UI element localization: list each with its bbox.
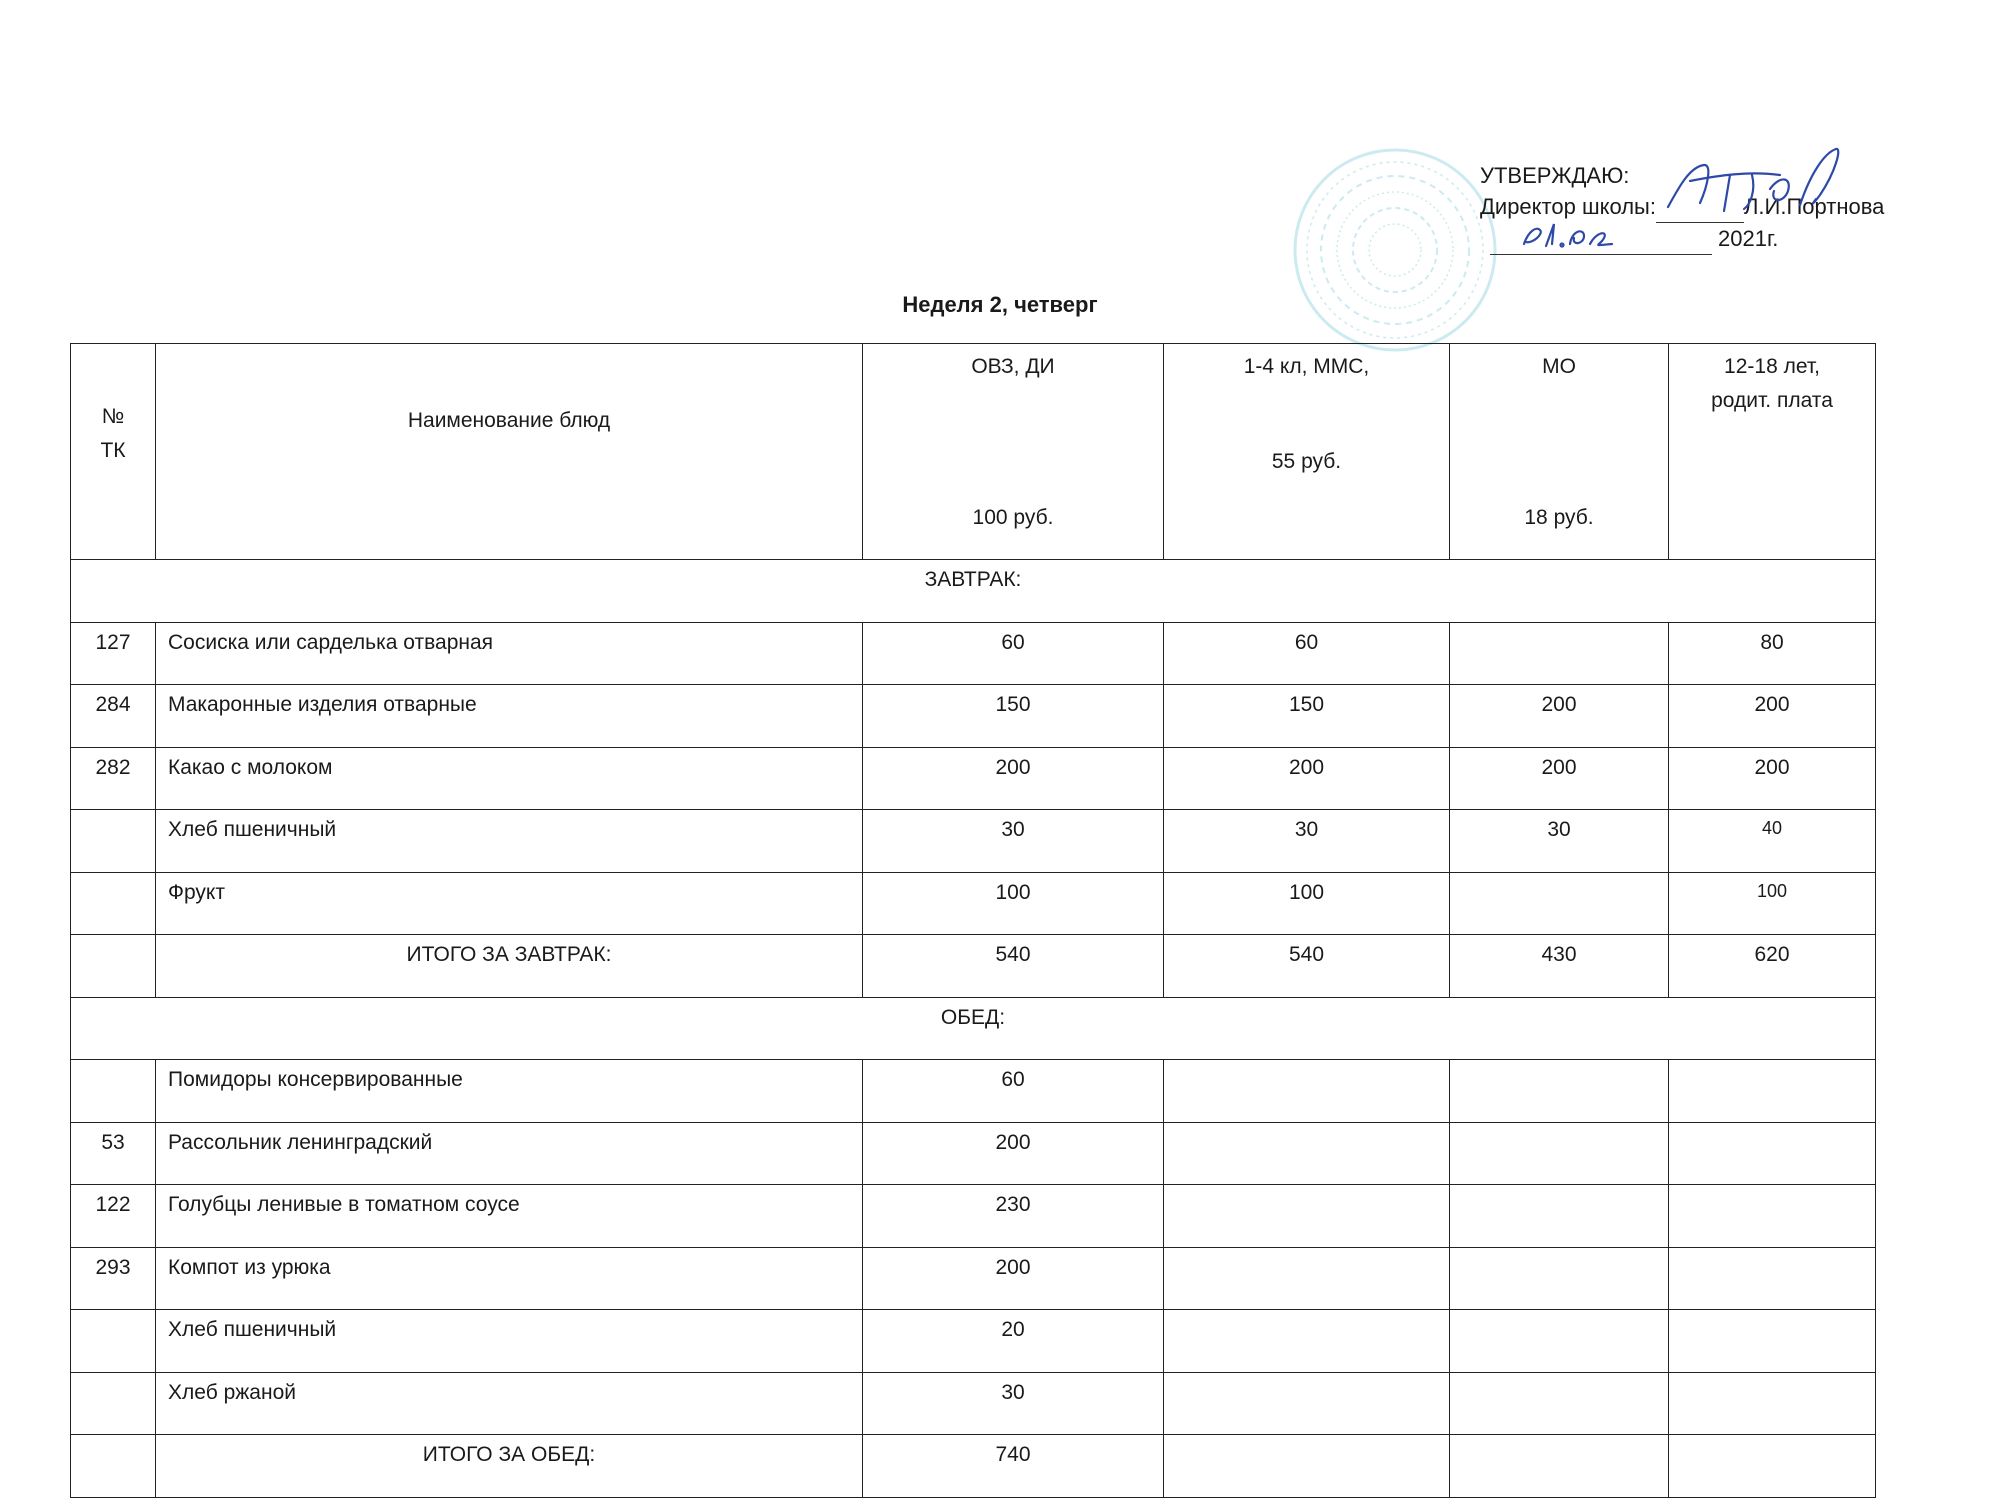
cell-col2: 60 — [1164, 622, 1450, 685]
table-row — [71, 1310, 1876, 1373]
total-label-breakfast: ИТОГО ЗА ЗАВТРАК: — [156, 935, 863, 998]
table-row — [71, 1060, 1876, 1123]
cell-col4 — [1669, 1060, 1876, 1123]
cell-num: 122 — [71, 1185, 156, 1248]
cell-col1: 60 — [863, 1060, 1164, 1123]
approval-year: 2021г. — [1718, 226, 1779, 251]
cell-num — [71, 935, 156, 998]
header-col2 — [1164, 344, 1450, 560]
table-header-row — [71, 344, 1876, 560]
total-row-breakfast — [71, 935, 1876, 998]
cell-col4 — [1669, 1310, 1876, 1373]
total-label-lunch: ИТОГО ЗА ОБЕД: — [156, 1435, 863, 1498]
total-col1: 740 — [863, 1435, 1164, 1498]
cell-col4: 80 — [1669, 622, 1876, 685]
cell-num — [71, 1060, 156, 1123]
header-name-text: Наименование блюд — [407, 409, 611, 432]
cell-col2: 100 — [1164, 872, 1450, 935]
section-title-lunch: ОБЕД: — [71, 997, 1876, 1060]
header-col1 — [863, 344, 1164, 560]
cell-dish: Голубцы ленивые в томатном соусе — [156, 1185, 863, 1248]
cell-col2: 150 — [1164, 685, 1450, 748]
cell-dish: Компот из урюка — [156, 1247, 863, 1310]
approval-position: Директор школы: — [1480, 194, 1656, 219]
director-signature — [1660, 145, 1850, 225]
cell-num: 284 — [71, 685, 156, 748]
total-col2 — [1164, 1435, 1450, 1498]
cell-num — [71, 1435, 156, 1498]
section-row-breakfast — [71, 560, 1876, 623]
cell-col1: 230 — [863, 1185, 1164, 1248]
header-num-line2: ТК — [100, 439, 126, 462]
cell-col4 — [1669, 1372, 1876, 1435]
table-row — [71, 1185, 1876, 1248]
header-col2-title: 1-4 кл, ММС, — [1243, 355, 1370, 378]
cell-col1: 200 — [863, 747, 1164, 810]
cell-col3 — [1450, 1372, 1669, 1435]
cell-dish: Макаронные изделия отварные — [156, 685, 863, 748]
total-col4 — [1669, 1435, 1876, 1498]
total-col3: 430 — [1450, 935, 1669, 998]
cell-col1: 200 — [863, 1122, 1164, 1185]
cell-dish: Фрукт — [156, 872, 863, 935]
cell-col3: 200 — [1450, 685, 1669, 748]
cell-col3 — [1450, 1060, 1669, 1123]
cell-col1: 60 — [863, 622, 1164, 685]
cell-col2 — [1164, 1372, 1450, 1435]
cell-col4: 200 — [1669, 747, 1876, 810]
cell-num — [71, 810, 156, 873]
section-row-lunch — [71, 997, 1876, 1060]
cell-dish: Хлеб пшеничный — [156, 1310, 863, 1373]
document-title: Неделя 2, четверг — [902, 292, 1098, 317]
cell-col3: 30 — [1450, 810, 1669, 873]
header-col3-title: МО — [1542, 355, 1576, 378]
handwritten-date — [1518, 218, 1618, 252]
cell-dish: Какао с молоком — [156, 747, 863, 810]
header-col4-line1: 12-18 лет, — [1724, 355, 1820, 378]
cell-col2 — [1164, 1310, 1450, 1373]
cell-col3: 200 — [1450, 747, 1669, 810]
cell-col4: 100 — [1669, 872, 1876, 935]
approval-director-name: Л.И.Портнова — [1743, 194, 1885, 219]
header-col4-line2: родит. плата — [1711, 389, 1833, 412]
cell-dish: Хлеб пшеничный — [156, 810, 863, 873]
total-col1: 540 — [863, 935, 1164, 998]
table-row — [71, 622, 1876, 685]
cell-col1: 100 — [863, 872, 1164, 935]
cell-num: 293 — [71, 1247, 156, 1310]
cell-col3 — [1450, 622, 1669, 685]
cell-col4 — [1669, 1247, 1876, 1310]
cell-col1: 30 — [863, 1372, 1164, 1435]
section-title-breakfast: ЗАВТРАК: — [71, 560, 1876, 623]
header-name — [156, 344, 863, 560]
approval-title: УТВЕРЖДАЮ: — [1480, 163, 1630, 188]
total-col3 — [1450, 1435, 1669, 1498]
cell-col1: 200 — [863, 1247, 1164, 1310]
cell-num: 53 — [71, 1122, 156, 1185]
cell-num — [71, 1310, 156, 1373]
cell-col4: 200 — [1669, 685, 1876, 748]
cell-col1: 150 — [863, 685, 1164, 748]
cell-col2 — [1164, 1060, 1450, 1123]
cell-col4: 40 — [1669, 810, 1876, 873]
cell-col4 — [1669, 1122, 1876, 1185]
header-col1-price: 100 руб. — [972, 506, 1054, 529]
cell-num — [71, 872, 156, 935]
cell-col3 — [1450, 1247, 1669, 1310]
cell-col1: 20 — [863, 1310, 1164, 1373]
cell-num: 127 — [71, 622, 156, 685]
total-col4: 620 — [1669, 935, 1876, 998]
cell-col3 — [1450, 872, 1669, 935]
table-row — [71, 810, 1876, 873]
total-col2: 540 — [1164, 935, 1450, 998]
cell-dish: Сосиска или сарделька отварная — [156, 622, 863, 685]
table-row — [71, 747, 1876, 810]
table-row — [71, 872, 1876, 935]
header-col4 — [1669, 344, 1876, 560]
total-row-lunch — [71, 1435, 1876, 1498]
header-num — [71, 344, 156, 560]
cell-col2 — [1164, 1185, 1450, 1248]
cell-col2: 200 — [1164, 747, 1450, 810]
cell-col2 — [1164, 1247, 1450, 1310]
header-col1-title: ОВЗ, ДИ — [971, 355, 1055, 378]
cell-num: 282 — [71, 747, 156, 810]
seal-stamp — [1285, 140, 1505, 360]
cell-col2 — [1164, 1122, 1450, 1185]
table-row — [71, 1247, 1876, 1310]
menu-table — [70, 343, 1876, 1498]
cell-dish: Рассольник ленинградский — [156, 1122, 863, 1185]
header-col2-price: 55 руб. — [1271, 450, 1342, 473]
cell-dish: Помидоры консервированные — [156, 1060, 863, 1123]
header-num-line1: № — [101, 405, 125, 428]
cell-dish: Хлеб ржаной — [156, 1372, 863, 1435]
cell-col2: 30 — [1164, 810, 1450, 873]
table-row — [71, 1372, 1876, 1435]
cell-col4 — [1669, 1185, 1876, 1248]
table-row — [71, 685, 1876, 748]
cell-col3 — [1450, 1310, 1669, 1373]
table-row — [71, 1122, 1876, 1185]
header-col3 — [1450, 344, 1669, 560]
cell-col3 — [1450, 1122, 1669, 1185]
cell-col1: 30 — [863, 810, 1164, 873]
cell-num — [71, 1372, 156, 1435]
header-col3-price: 18 руб. — [1524, 506, 1594, 529]
cell-col3 — [1450, 1185, 1669, 1248]
